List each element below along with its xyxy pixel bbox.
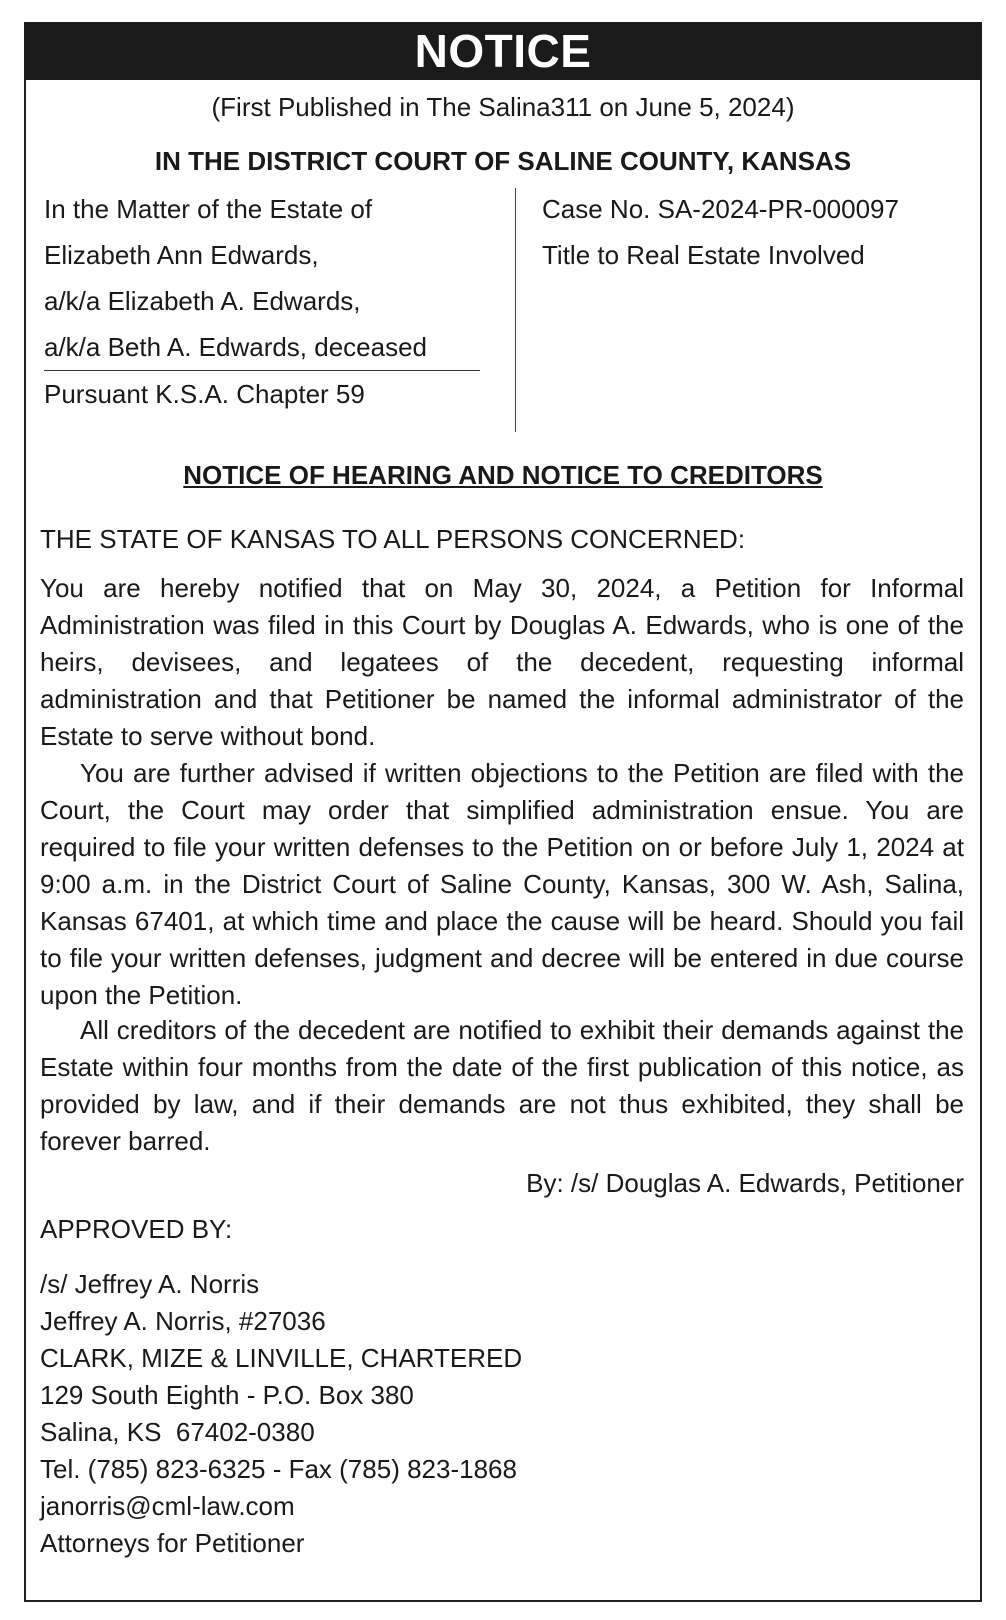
attorney-line: Jeffrey A. Norris, #27036 [40,1306,326,1336]
attorney-block [40,1266,522,1562]
attorney-line: Attorneys for Petitioner [40,1528,305,1558]
paragraph-creditors: All creditors of the decedent are notified to exhibit their demands against the Estate within four months from the date of the first publication of this notice, as provided by law, and if their demands are not thus exhibited, they shall be forever barred. [40,1015,964,1156]
caption-divider [515,188,516,432]
paragraph-objections: You are further advised if written objections to the Petition are filed with the Court, the Court may order that simplified administration ensue. You are required to file your written defenses to the Petition on or before July 1, 2024 at 9:00 a.m. in the District Court of Saline County, Kansas, 300 W. Ash, Salina, Kansas 67401, at which time and place the cause will be heard. Should you fail to file your written defenses, judgment and decree will be entered in due course upon the Petition. [40,758,964,1010]
publication-line: (First Published in The Salina311 on June 5, 2024) [211,92,795,122]
caption-left [44,186,484,417]
notice-heading: NOTICE OF HEARING AND NOTICE TO CREDITORS [183,460,823,490]
attorney-line: 129 South Eighth - P.O. Box 380 [40,1380,414,1410]
caption-line: a/k/a Beth A. Edwards, deceased [44,324,480,371]
salutation: THE STATE OF KANSAS TO ALL PERSONS CONCERNED: [40,524,746,554]
attorney-line: CLARK, MIZE & LINVILLE, CHARTERED [40,1343,523,1373]
caption-right [542,186,899,278]
title-note: Title to Real Estate Involved [542,240,865,270]
case-number: Case No. SA-2024-PR-000097 [542,194,899,224]
attorney-line: Tel. (785) 823-6325 - Fax (785) 823-1868 [40,1454,517,1484]
pursuant-line: Pursuant K.S.A. Chapter 59 [44,379,365,409]
caption-line: In the Matter of the Estate of [44,194,373,224]
court-heading: IN THE DISTRICT COURT OF SALINE COUNTY, KANSAS [154,146,852,176]
attorney-line: Salina, KS 67402-0380 [40,1417,315,1447]
approved-by-label: APPROVED BY: [40,1214,233,1244]
attorney-email: janorris@cml-law.com [40,1491,295,1521]
caption-line: Elizabeth Ann Edwards, [44,240,319,270]
paragraph-petition: You are hereby notified that on May 30, 2024, a Petition for Informal Administration was filed in this Court by Douglas A. Edwards, who is one of the heirs, devisees, and legatees of the decedent, requesting informal administration and that Petitioner be named the informal administrator of the Estate to serve without bond. [40,573,964,751]
notice-title: NOTICE [24,22,982,80]
attorney-line: /s/ Jeffrey A. Norris [40,1269,260,1299]
caption-line: a/k/a Elizabeth A. Edwards, [44,286,361,316]
petitioner-signature: By: /s/ Douglas A. Edwards, Petitioner [526,1168,964,1198]
